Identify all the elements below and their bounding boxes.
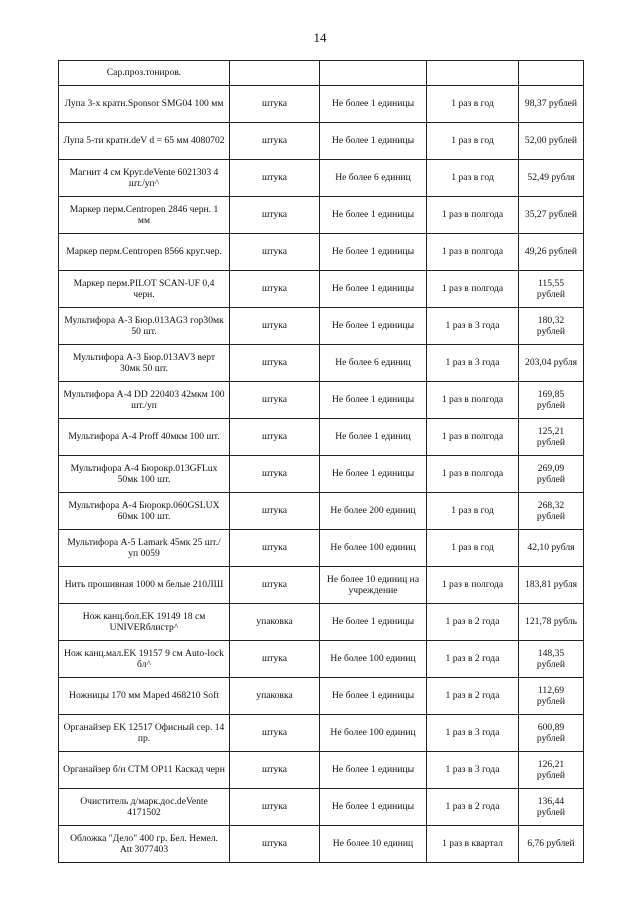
period-cell: 1 раз в 3 года bbox=[427, 752, 519, 789]
item-name-cell: Магнит 4 см Круг.deVente 6021303 4 шт./уп^ bbox=[59, 160, 230, 197]
unit-cell: штука bbox=[230, 382, 320, 419]
unit-cell: штука bbox=[230, 567, 320, 604]
item-name-cell: Нож канц.бол.EK 19149 18 см UNIVERблистр^ bbox=[59, 604, 230, 641]
table-row bbox=[59, 234, 584, 271]
unit-cell: штука bbox=[230, 86, 320, 123]
unit-cell: штука bbox=[230, 123, 320, 160]
price-cell: 125,21 рублей bbox=[519, 419, 584, 456]
price-cell: 6,76 рублей bbox=[519, 826, 584, 863]
norm-cell: Не более 10 единиц bbox=[320, 826, 427, 863]
price-cell: 35,27 рублей bbox=[519, 197, 584, 234]
unit-cell: штука bbox=[230, 345, 320, 382]
price-cell: 268,32 рублей bbox=[519, 493, 584, 530]
price-cell: 112,69 рублей bbox=[519, 678, 584, 715]
norm-cell: Не более 1 единицы bbox=[320, 456, 427, 493]
period-cell: 1 раз в полгода bbox=[427, 456, 519, 493]
norm-cell: Не более 1 единицы bbox=[320, 234, 427, 271]
table-row bbox=[59, 160, 584, 197]
unit-cell: штука bbox=[230, 308, 320, 345]
period-cell: 1 раз в полгода bbox=[427, 382, 519, 419]
item-name-cell: Маркер перм.PILOT SCAN-UF 0,4 черн. bbox=[59, 271, 230, 308]
norm-cell: Не более 1 единицы bbox=[320, 123, 427, 160]
item-name-cell: Сар.проз.тониров. bbox=[59, 61, 230, 86]
unit-cell: штука bbox=[230, 197, 320, 234]
period-cell: 1 раз в год bbox=[427, 530, 519, 567]
period-cell: 1 раз в год bbox=[427, 160, 519, 197]
price-cell: 52,00 рублей bbox=[519, 123, 584, 160]
item-name-cell: Лупа 3-х кратн.Sponsor SMG04 100 мм bbox=[59, 86, 230, 123]
item-name-cell: Маркер перм.Centropen 2846 черн. 1 мм bbox=[59, 197, 230, 234]
norm-cell: Не более 100 единиц bbox=[320, 530, 427, 567]
norm-cell: Не более 100 единиц bbox=[320, 641, 427, 678]
price-cell bbox=[519, 61, 584, 86]
item-name-cell: Нить прошивная 1000 м белые 210ЛШ bbox=[59, 567, 230, 604]
norm-cell: Не более 1 единицы bbox=[320, 308, 427, 345]
item-name-cell: Ножницы 170 мм Maped 468210 Soft bbox=[59, 678, 230, 715]
price-cell: 148,35 рублей bbox=[519, 641, 584, 678]
item-name-cell: Мультифора А-5 Lamark 45мк 25 шт./уп 0059 bbox=[59, 530, 230, 567]
period-cell: 1 раз в полгода bbox=[427, 419, 519, 456]
unit-cell bbox=[230, 61, 320, 86]
unit-cell: штука bbox=[230, 715, 320, 752]
period-cell: 1 раз в 3 года bbox=[427, 715, 519, 752]
table-row bbox=[59, 752, 584, 789]
period-cell: 1 раз в 2 года bbox=[427, 604, 519, 641]
norm-cell: Не более 1 единицы bbox=[320, 789, 427, 826]
price-cell: 203,04 рубля bbox=[519, 345, 584, 382]
price-cell: 180,32 рублей bbox=[519, 308, 584, 345]
period-cell: 1 раз в 3 года bbox=[427, 308, 519, 345]
price-cell: 115,55 рублей bbox=[519, 271, 584, 308]
price-cell: 98,37 рублей bbox=[519, 86, 584, 123]
unit-cell: штука bbox=[230, 419, 320, 456]
norm-cell: Не более 1 единиц bbox=[320, 419, 427, 456]
unit-cell: упаковка bbox=[230, 604, 320, 641]
period-cell bbox=[427, 61, 519, 86]
period-cell: 1 раз в полгода bbox=[427, 567, 519, 604]
norm-cell: Не более 1 единицы bbox=[320, 604, 427, 641]
item-name-cell: Маркер перм.Centropen 8566 круг.чер. bbox=[59, 234, 230, 271]
norm-cell: Не более 1 единицы bbox=[320, 382, 427, 419]
page-number: 14 bbox=[313, 30, 327, 45]
period-cell: 1 раз в 2 года bbox=[427, 789, 519, 826]
table-row bbox=[59, 826, 584, 863]
unit-cell: штука bbox=[230, 493, 320, 530]
norm-cell: Не более 10 единиц на учреждение bbox=[320, 567, 427, 604]
table-row bbox=[59, 456, 584, 493]
price-cell: 42,10 рубля bbox=[519, 530, 584, 567]
table-row bbox=[59, 382, 584, 419]
unit-cell: штука bbox=[230, 160, 320, 197]
norm-cell: Не более 200 единиц bbox=[320, 493, 427, 530]
unit-cell: штука bbox=[230, 530, 320, 567]
price-cell: 49,26 рублей bbox=[519, 234, 584, 271]
table-row bbox=[59, 61, 584, 86]
price-cell: 269,09 рублей bbox=[519, 456, 584, 493]
norm-cell: Не более 1 единицы bbox=[320, 197, 427, 234]
norm-cell: Не более 1 единицы bbox=[320, 678, 427, 715]
table-row bbox=[59, 123, 584, 160]
unit-cell: штука bbox=[230, 234, 320, 271]
table-row bbox=[59, 530, 584, 567]
period-cell: 1 раз в полгода bbox=[427, 197, 519, 234]
price-cell: 169,85 рублей bbox=[519, 382, 584, 419]
item-name-cell: Обложка "Дело" 400 гр. Бел. Немел. Att 3077403 bbox=[59, 826, 230, 863]
item-name-cell: Мультифора А-3 Бюр.013AV3 верт 30мк 50 шт. bbox=[59, 345, 230, 382]
table-row bbox=[59, 678, 584, 715]
table-row bbox=[59, 308, 584, 345]
supply-norms-table bbox=[58, 60, 584, 863]
norm-cell: Не более 1 единицы bbox=[320, 271, 427, 308]
period-cell: 1 раз в год bbox=[427, 493, 519, 530]
unit-cell: упаковка bbox=[230, 678, 320, 715]
table-row bbox=[59, 604, 584, 641]
item-name-cell: Мультифора А-4 Proff 40мкм 100 шт. bbox=[59, 419, 230, 456]
item-name-cell: Мультифора А-4 DD 220403 42мкм 100 шт./уп bbox=[59, 382, 230, 419]
price-cell: 126,21 рублей bbox=[519, 752, 584, 789]
item-name-cell: Органайзер б/н CTM OP11 Каскад черн bbox=[59, 752, 230, 789]
unit-cell: штука bbox=[230, 752, 320, 789]
table-row bbox=[59, 86, 584, 123]
unit-cell: штука bbox=[230, 456, 320, 493]
price-cell: 136,44 рублей bbox=[519, 789, 584, 826]
item-name-cell: Мультифора А-3 Бюр.013AG3 гор30мк 50 шт. bbox=[59, 308, 230, 345]
item-name-cell: Лупа 5-ти кратн.deV d = 65 мм 4080702 bbox=[59, 123, 230, 160]
unit-cell: штука bbox=[230, 641, 320, 678]
table-row bbox=[59, 567, 584, 604]
norm-cell: Не более 1 единицы bbox=[320, 86, 427, 123]
item-name-cell: Очиститель д/марк.дос.deVente 4171502 bbox=[59, 789, 230, 826]
unit-cell: штука bbox=[230, 789, 320, 826]
item-name-cell: Нож канц.мал.EK 19157 9 см Auto-lock бл^ bbox=[59, 641, 230, 678]
period-cell: 1 раз в полгода bbox=[427, 234, 519, 271]
period-cell: 1 раз в год bbox=[427, 123, 519, 160]
unit-cell: штука bbox=[230, 271, 320, 308]
table-row bbox=[59, 493, 584, 530]
table-row bbox=[59, 641, 584, 678]
period-cell: 1 раз в 3 года bbox=[427, 345, 519, 382]
table-row bbox=[59, 271, 584, 308]
norm-cell: Не более 6 единиц bbox=[320, 160, 427, 197]
norm-cell: Не более 100 единиц bbox=[320, 715, 427, 752]
item-name-cell: Органайзер EK 12517 Офисный сер. 14 пр. bbox=[59, 715, 230, 752]
item-name-cell: Мультифора А-4 Бюрокр.013GFLux 50мк 100 шт. bbox=[59, 456, 230, 493]
period-cell: 1 раз в 2 года bbox=[427, 678, 519, 715]
price-cell: 121,78 рубль bbox=[519, 604, 584, 641]
item-name-cell: Мультифора А-4 Бюрокр.060GSLUX 60мк 100 шт. bbox=[59, 493, 230, 530]
table-row bbox=[59, 419, 584, 456]
price-cell: 52,49 рубля bbox=[519, 160, 584, 197]
price-cell: 183,81 рубля bbox=[519, 567, 584, 604]
table-row bbox=[59, 715, 584, 752]
table-row bbox=[59, 197, 584, 234]
period-cell: 1 раз в квартал bbox=[427, 826, 519, 863]
table-row bbox=[59, 789, 584, 826]
period-cell: 1 раз в год bbox=[427, 86, 519, 123]
period-cell: 1 раз в 2 года bbox=[427, 641, 519, 678]
unit-cell: штука bbox=[230, 826, 320, 863]
table-row bbox=[59, 345, 584, 382]
price-cell: 600,89 рублей bbox=[519, 715, 584, 752]
norm-cell: Не более 6 единиц bbox=[320, 345, 427, 382]
period-cell: 1 раз в полгода bbox=[427, 271, 519, 308]
norm-cell: Не более 1 единицы bbox=[320, 752, 427, 789]
norm-cell bbox=[320, 61, 427, 86]
